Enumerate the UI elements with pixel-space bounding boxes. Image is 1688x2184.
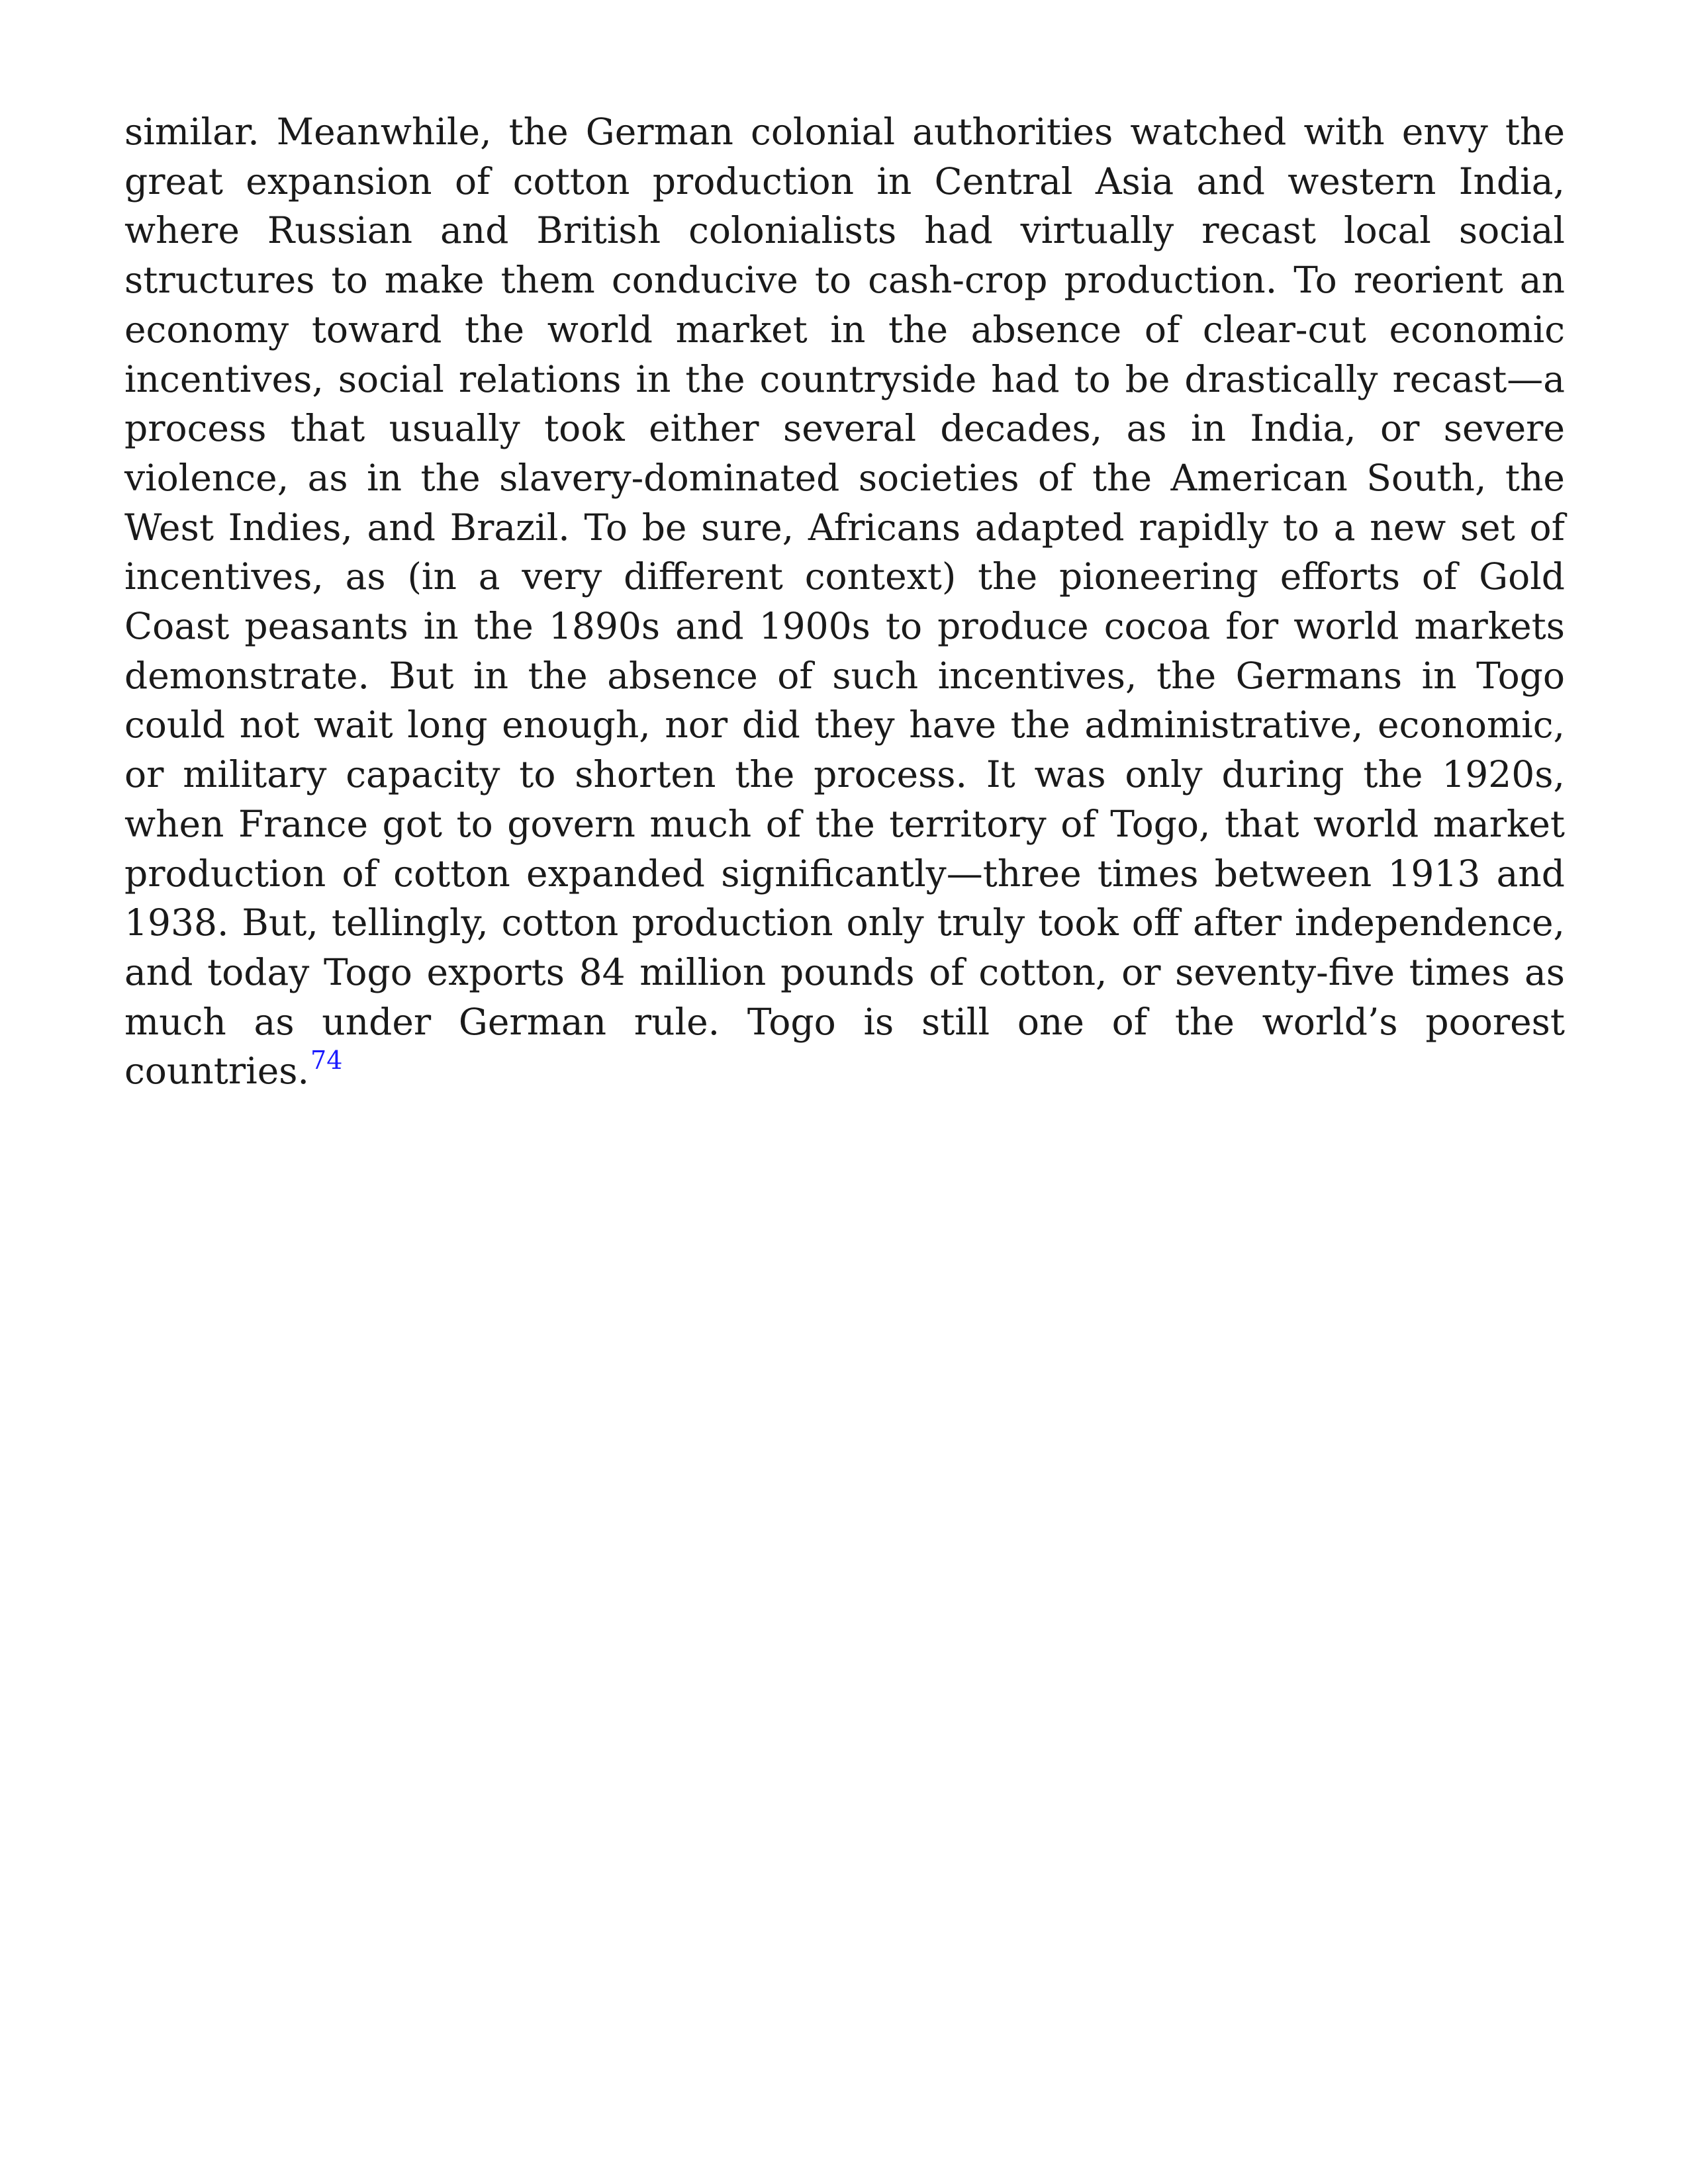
- footnote-link[interactable]: 74: [310, 1046, 343, 1075]
- paragraph-text: similar. Meanwhile, the German colonial authorities watched with envy the great expansion of cotton production in Central Asia and western India, where Russian and British colonialists had virtually recast local social structures to make them conducive to cash-crop production. To reorient an economy toward the world market in the absence of clear-cut economic incentives, social relations in the countryside had to be drastically recast—a process that usually took either several decades, as in India, or severe violence, as in the slavery-dominated societies of the American South, the West Indies, and Brazil. To be sure, Africans adapted rapidly to a new set of incentives, as (in a very different context) the pioneering efforts of Gold Coast peasants in the 1890s and 1900s to produce cocoa for world markets demonstrate. But in the absence of such incentives, the Germans in Togo could not wait long enough, nor did they have the administrative, economic, or military capacity to shorten the process. It was only during the 1920s, when France got to govern much of the territory of Togo, that world market production of cotton expanded significantly—three times between 1913 and 1938. But, tellingly, cotton production only truly took off after independence, and today Togo exports 84 million pounds of cotton, or seventy-five times as much as under German rule. Togo is still one of the world’s poorest countries.: [124, 111, 1565, 1093]
- body-paragraph: [124, 107, 1565, 1096]
